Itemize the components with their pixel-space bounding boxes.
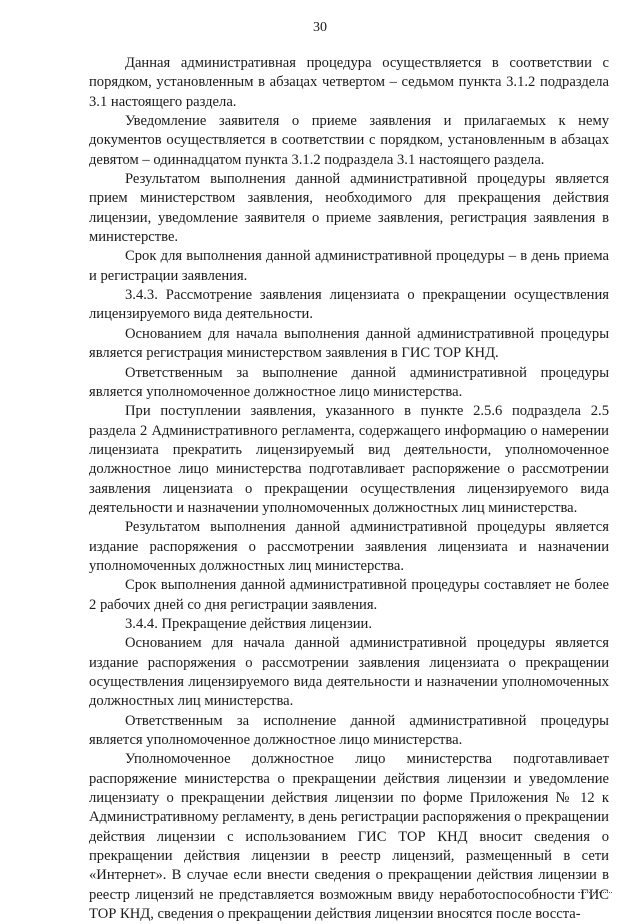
- document-body: [89, 54, 609, 924]
- page-number: 30: [313, 20, 327, 35]
- paragraph: Данная административная процедура осуществляется в соответствии с порядком, установленным в абзацах четвертом – седьмом пункта 3.1.2 подраздела 3.1 настоящего раздела.: [89, 55, 609, 110]
- paragraph: Ответственным за исполнение данной административной процедуры является уполномоченное должностное лицо министерства.: [89, 712, 609, 749]
- paragraph: Результатом выполнения данной административной процедуры является прием министерством заявления, необходимого для прекращения действия лицензии, уведомление заявителя о приеме заявления, регистрация заявления в министерстве.: [89, 171, 609, 246]
- section-heading: 3.4.3. Рассмотрение заявления лицензиата о прекращении осуществления лицензируемого вида деятельности.: [89, 287, 609, 323]
- paragraph: При поступлении заявления, указанного в пункте 2.5.6 подраздела 2.5 раздела 2 Административного регламента, содержащего информацию о намерении лицензиата прекратить лицензируемый вид деятельности, уполномоченное должностное лицо министерства подготавливает распоряжение о рассмотрении заявления лицензиата о прекращении осуществления лицензируемого вида деятельности и назначении уполномоченных должностных лиц министерства.: [89, 403, 609, 516]
- section-heading: 3.4.4. Прекращение действия лицензии.: [125, 615, 372, 632]
- paragraph: Срок для выполнения данной административной процедуры – в день приема и регистрации заявления.: [89, 248, 609, 284]
- paragraph: Срок выполнения данной административной процедуры составляет не более 2 рабочих дней со дня регистрации заявления.: [89, 577, 609, 613]
- paragraph: Уполномоченное должностное лицо министерства подготавливает распоряжение министерства о прекращении действия лицензии и уведомление лицензиату о прекращении действия лицензии по форме Приложения № 12 к Административному регламенту, в день регистрации распоряжения о прекращении действия лицензии с использованием ГИС ТОР КНД вносит сведения о прекращении действия лицензии в реестр лицензий, размещенный в сети «Интернет». В случае если внести сведения о прекращении действия лицензии в реестр лицензий не представляется возможным ввиду неработоспособности ГИС ТОР КНД, сведения о прекращении действия лицензии вносятся после восста-: [89, 751, 609, 923]
- paragraph: Результатом выполнения данной административной процедуры является издание распоряжения о рассмотрении заявления лицензиата и назначении уполномоченных должностных лиц министерства.: [89, 519, 609, 574]
- paragraph: Уведомление заявителя о приеме заявления и прилагаемых к нему документов осуществляется в соответствии с порядком, установленным в абзацах девятом – одиннадцатом пункта 3.1.2 подраздела 3.1 настоящего раздела.: [89, 113, 609, 168]
- paragraph: Основанием для начала выполнения данной административной процедуры является регистрация министерством заявления в ГИС ТОР КНД.: [89, 325, 609, 362]
- paragraph: Ответственным за выполнение данной административной процедуры является уполномоченное должностное лицо министерства.: [89, 364, 609, 400]
- paragraph: Основанием для начала данной административной процедуры является издание распоряжения о рассмотрении заявления лицензиата о прекращении осуществления лицензируемого вида деятельности и назначении уполномоченных должностных лиц министерства.: [89, 635, 609, 710]
- scan-edge-mark: [578, 892, 612, 893]
